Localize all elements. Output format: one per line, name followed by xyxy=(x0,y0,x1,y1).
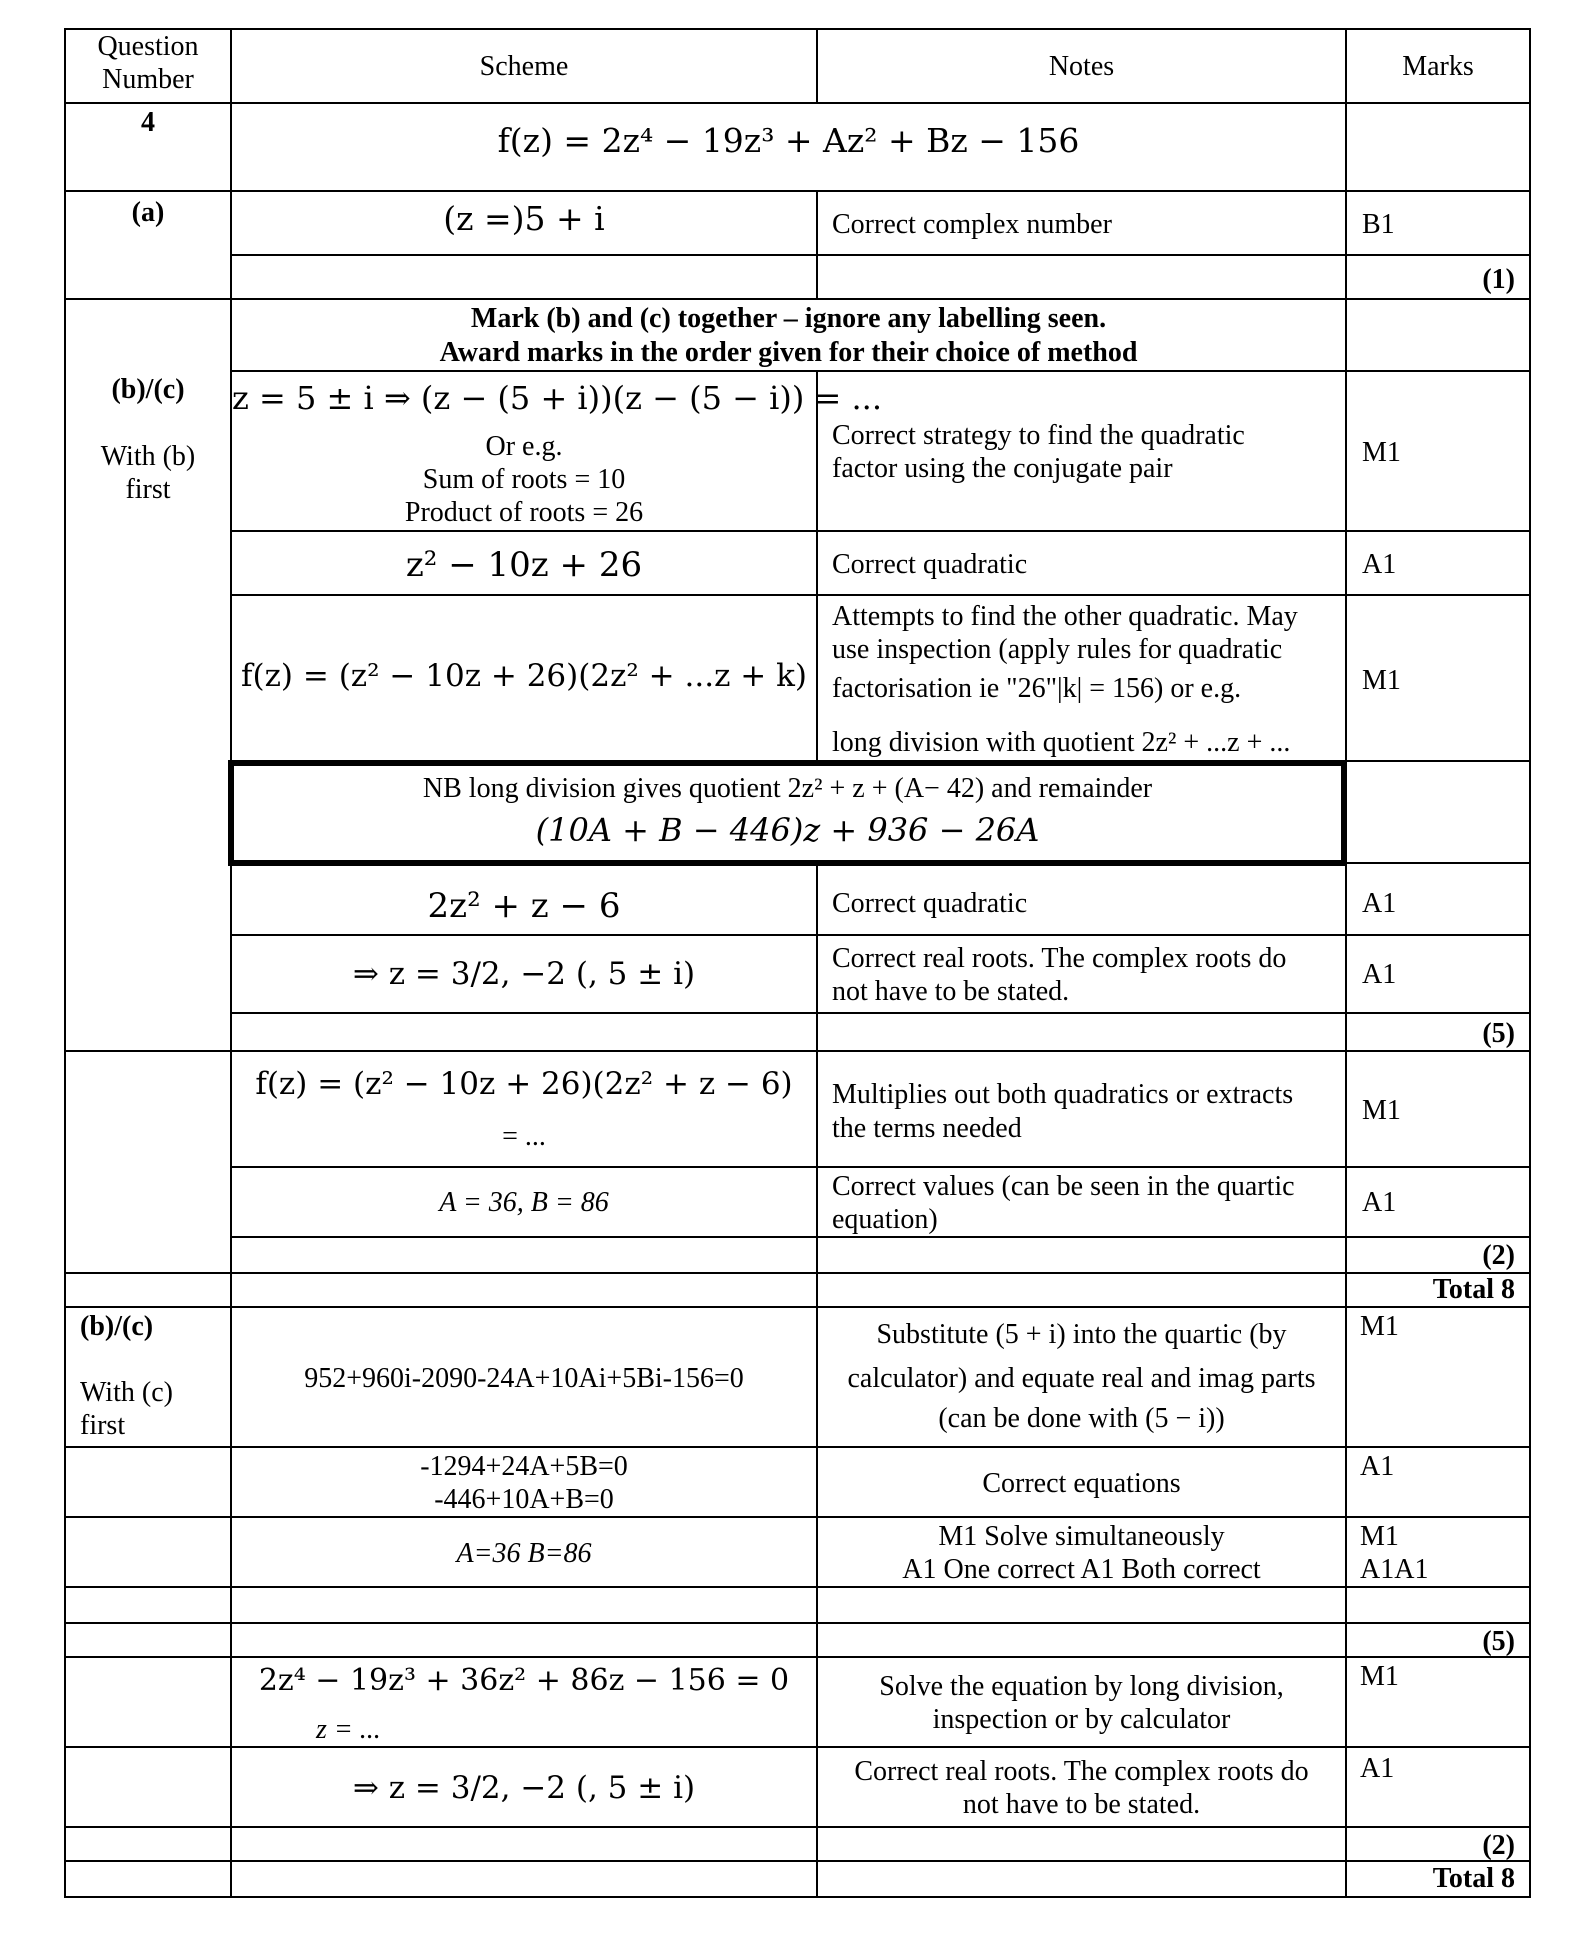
method-b-label: (b)/(c) xyxy=(111,374,185,405)
c-row3-scheme: A=36 B=86 xyxy=(456,1538,592,1569)
c-row4-scheme-sub: z = ... xyxy=(316,1714,381,1745)
c-row1-note-3: (can be done with (5 − i)) xyxy=(938,1403,1225,1434)
header-question-number: Question Number xyxy=(97,31,199,95)
c-row4-scheme: 2z⁴ − 19z³ + 36z² + 86z − 156 = 0 xyxy=(258,1663,790,1698)
part-a-label: (a) xyxy=(131,197,165,228)
c-row1-note-2: calculator) and equate real and imag parts xyxy=(847,1363,1316,1394)
b-row7-note-1: Correct values (can be seen in the quartic xyxy=(832,1171,1295,1202)
b-row6-note-2: the terms needed xyxy=(832,1113,1022,1144)
b-row3-note-3: factorisation ie "26"|k| = 156) or e.g. xyxy=(832,673,1242,704)
b-row5-note-1: Correct real roots. The complex roots do xyxy=(832,943,1287,974)
instruction-line-1: Mark (b) and (c) together – ignore any labelling seen. xyxy=(470,303,1107,334)
c-row2-scheme-2: -446+10A+B=0 xyxy=(434,1484,614,1515)
c-row5-note-1: Correct real roots. The complex roots do xyxy=(854,1756,1309,1787)
b-row3-note-1: Attempts to find the other quadratic. May xyxy=(832,601,1298,632)
c-row3-mark-2: A1A1 xyxy=(1360,1554,1429,1585)
nb-line-2: (10A + B − 446)z + 936 − 26A xyxy=(535,811,1040,849)
c-row5-note-2: not have to be stated. xyxy=(962,1789,1201,1820)
c-row2-note: Correct equations xyxy=(982,1468,1181,1499)
b-row6-mark: M1 xyxy=(1362,1095,1401,1126)
c-row1-scheme: 952+960i-2090-24A+10Ai+5Bi-156=0 xyxy=(304,1363,744,1394)
c-row4-mark: M1 xyxy=(1360,1661,1399,1692)
part-a-note: Correct complex number xyxy=(832,209,1112,240)
header-marks: Marks xyxy=(1402,51,1474,82)
c-subtotal-2: (2) xyxy=(1482,1830,1515,1861)
c-row2-mark: A1 xyxy=(1360,1451,1395,1482)
b-row1-alt-2: Sum of roots = 10 xyxy=(422,464,626,495)
c-row4-note-1: Solve the equation by long division, xyxy=(879,1671,1284,1702)
c-row4-note-2: inspection or by calculator xyxy=(932,1704,1231,1735)
b-subtotal-2: (2) xyxy=(1482,1240,1515,1271)
c-row3-note-2: A1 One correct A1 Both correct xyxy=(902,1554,1261,1585)
c-row1-mark: M1 xyxy=(1360,1311,1399,1342)
b-row4-mark: A1 xyxy=(1362,888,1397,919)
c-row3-note-1: M1 Solve simultaneously xyxy=(938,1521,1225,1552)
b-row5-note-2: not have to be stated. xyxy=(832,976,1070,1007)
method-b-sublabel: With (b) first xyxy=(100,441,196,505)
c-row5-mark: A1 xyxy=(1360,1753,1395,1784)
method-c-label: (b)/(c) xyxy=(80,1311,154,1342)
c-row3-mark-1: M1 xyxy=(1360,1521,1399,1552)
c-row2-scheme-1: -1294+24A+5B=0 xyxy=(420,1451,628,1482)
b-row7-note-2: equation) xyxy=(832,1204,938,1235)
method-c-sublabel: With (c) first xyxy=(80,1377,173,1441)
b-row1-alt-1: Or e.g. xyxy=(485,431,563,462)
c-total: Total 8 xyxy=(1432,1863,1515,1894)
b-row2-note: Correct quadratic xyxy=(832,549,1028,580)
b-total: Total 8 xyxy=(1432,1274,1515,1305)
instruction-line-2: Award marks in the order given for their choice of method xyxy=(439,337,1138,368)
b-row5-mark: A1 xyxy=(1362,959,1397,990)
c-row1-note-1: Substitute (5 + i) into the quartic (by xyxy=(876,1319,1287,1350)
header-notes: Notes xyxy=(1048,51,1115,82)
b-row7-scheme: A = 36, B = 86 xyxy=(439,1187,609,1218)
b-row5-scheme: ⇒ z = 3/2, −2 (, 5 ± i) xyxy=(352,956,696,992)
question-number: 4 xyxy=(141,107,155,138)
b-row6-scheme: f(z) = (z² − 10z + 26)(2z² + z − 6) xyxy=(255,1066,793,1102)
nb-line-1: NB long division gives quotient 2z² + z + (A− 42) and remainder xyxy=(422,773,1153,804)
b-row1-mark: M1 xyxy=(1362,437,1401,468)
b-row6-scheme-sub: = ... xyxy=(502,1121,546,1152)
c-subtotal-5: (5) xyxy=(1482,1626,1515,1657)
header-scheme: Scheme xyxy=(479,51,569,82)
b-row1-note-1: Correct strategy to find the quadratic xyxy=(832,420,1245,451)
b-row1-alt-3: Product of roots = 26 xyxy=(404,497,644,528)
b-row4-scheme: 2z² + z − 6 xyxy=(427,886,621,926)
given-function: f(z) = 2z⁴ − 19z³ + Az² + Bz − 156 xyxy=(497,121,1080,160)
b-row1-scheme: z = 5 ± i ⇒ (z − (5 + i))(z − (5 − i)) = ... xyxy=(232,379,882,417)
b-row2-mark: A1 xyxy=(1362,549,1397,580)
b-row3-scheme: f(z) = (z² − 10z + 26)(2z² + ...z + k) xyxy=(241,658,807,694)
b-row3-note-2: use inspection (apply rules for quadratic xyxy=(832,634,1283,665)
b-row6-note-1: Multiplies out both quadratics or extracts xyxy=(832,1079,1294,1110)
part-a-mark: B1 xyxy=(1362,209,1395,240)
b-subtotal-5: (5) xyxy=(1482,1018,1515,1049)
b-row1-note-2: factor using the conjugate pair xyxy=(832,453,1173,484)
part-a-scheme: (z =)5 + i xyxy=(443,199,605,238)
b-row4-note: Correct quadratic xyxy=(832,888,1028,919)
b-row3-note-4: long division with quotient 2z² + ...z + ... xyxy=(832,727,1291,758)
b-row3-mark: M1 xyxy=(1362,665,1401,696)
b-row7-mark: A1 xyxy=(1362,1187,1397,1218)
c-row5-scheme: ⇒ z = 3/2, −2 (, 5 ± i) xyxy=(352,1770,696,1806)
b-row2-scheme: z² − 10z + 26 xyxy=(405,545,643,585)
part-a-subtotal: (1) xyxy=(1482,264,1515,295)
